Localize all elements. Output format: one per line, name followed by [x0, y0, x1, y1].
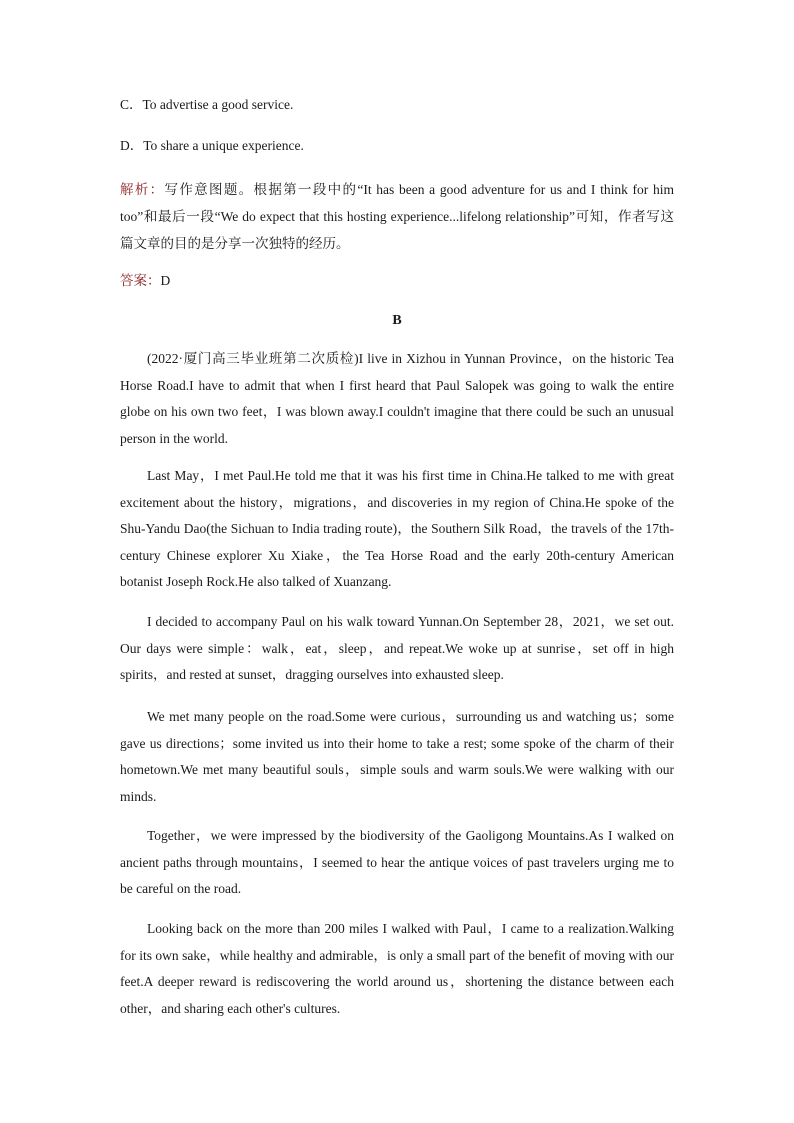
answer-label: 答案： — [120, 273, 161, 288]
answer-block — [120, 272, 170, 290]
option-c: C．To advertise a good service. — [120, 97, 294, 112]
passage-paragraph-2: Last May，I met Paul.He told me that it was his first time in China.He talked to me with great excitement about the history，migrations，and discoveries in my region of China.He spoke of the Shu-Yandu Dao(the Sichuan to India trading route)，the Southern Silk Road，the travels of the 17th-century Chinese explorer Xu Xiake，the Tea Horse Road and the early 20th-century American botanist Joseph Rock.He also talked of Xuanzang. — [120, 468, 674, 590]
passage-paragraph-3: I decided to accompany Paul on his walk toward Yunnan.On September 28，2021，we set out. Our days were simple：walk，eat，sleep，and repeat.We woke up at sunrise，set off in high spirits，and rested at sunset，dragging ourselves into exhausted sleep. — [120, 614, 674, 683]
passage-paragraph-1: (2022·厦门高三毕业班第二次质检)I live in Xizhou in Yunnan Province，on the historic Tea Horse Road.I have to admit that when I first heard that Paul Salopek was going to walk the entire globe on his own two feet，I was blown away.I couldn't imagine that there could be such an unusual person in the world. — [120, 351, 674, 446]
analysis-label: 解析： — [120, 182, 165, 197]
analysis-text: 写作意图题。根据第一段中的“It has been a good adventure for us and I think for him too”和最后一段“We do expect that this hosting experience...lifelong relationship”可知，作者写这篇文章的目的是分享一次独特的经历。 — [120, 182, 674, 251]
option-d: D．To share a unique experience. — [120, 138, 304, 153]
section-title: B — [392, 313, 402, 328]
passage-paragraph-5: Together，we were impressed by the biodiversity of the Gaoligong Mountains.As I walked on ancient paths through mountains，I seemed to hear the antique voices of past travelers urging me to be careful on the road. — [120, 828, 674, 897]
analysis-block — [120, 176, 674, 257]
passage-paragraph-6: Looking back on the more than 200 miles I walked with Paul，I came to a realization.Walking for its own sake，while healthy and admirable，is only a small part of the benefit of moving with our feet.A deeper reward is rediscovering the world around us，shortening the distance between each other，and sharing each other's cultures. — [120, 921, 674, 1016]
passage-paragraph-4: We met many people on the road.Some were curious，surrounding us and watching us；some gave us directions；some invited us into their home to take a rest; some spoke of the charm of their hometown.We met many beautiful souls，simple souls and warm souls.We were walking with our minds. — [120, 709, 674, 804]
answer-value: D — [160, 273, 171, 288]
